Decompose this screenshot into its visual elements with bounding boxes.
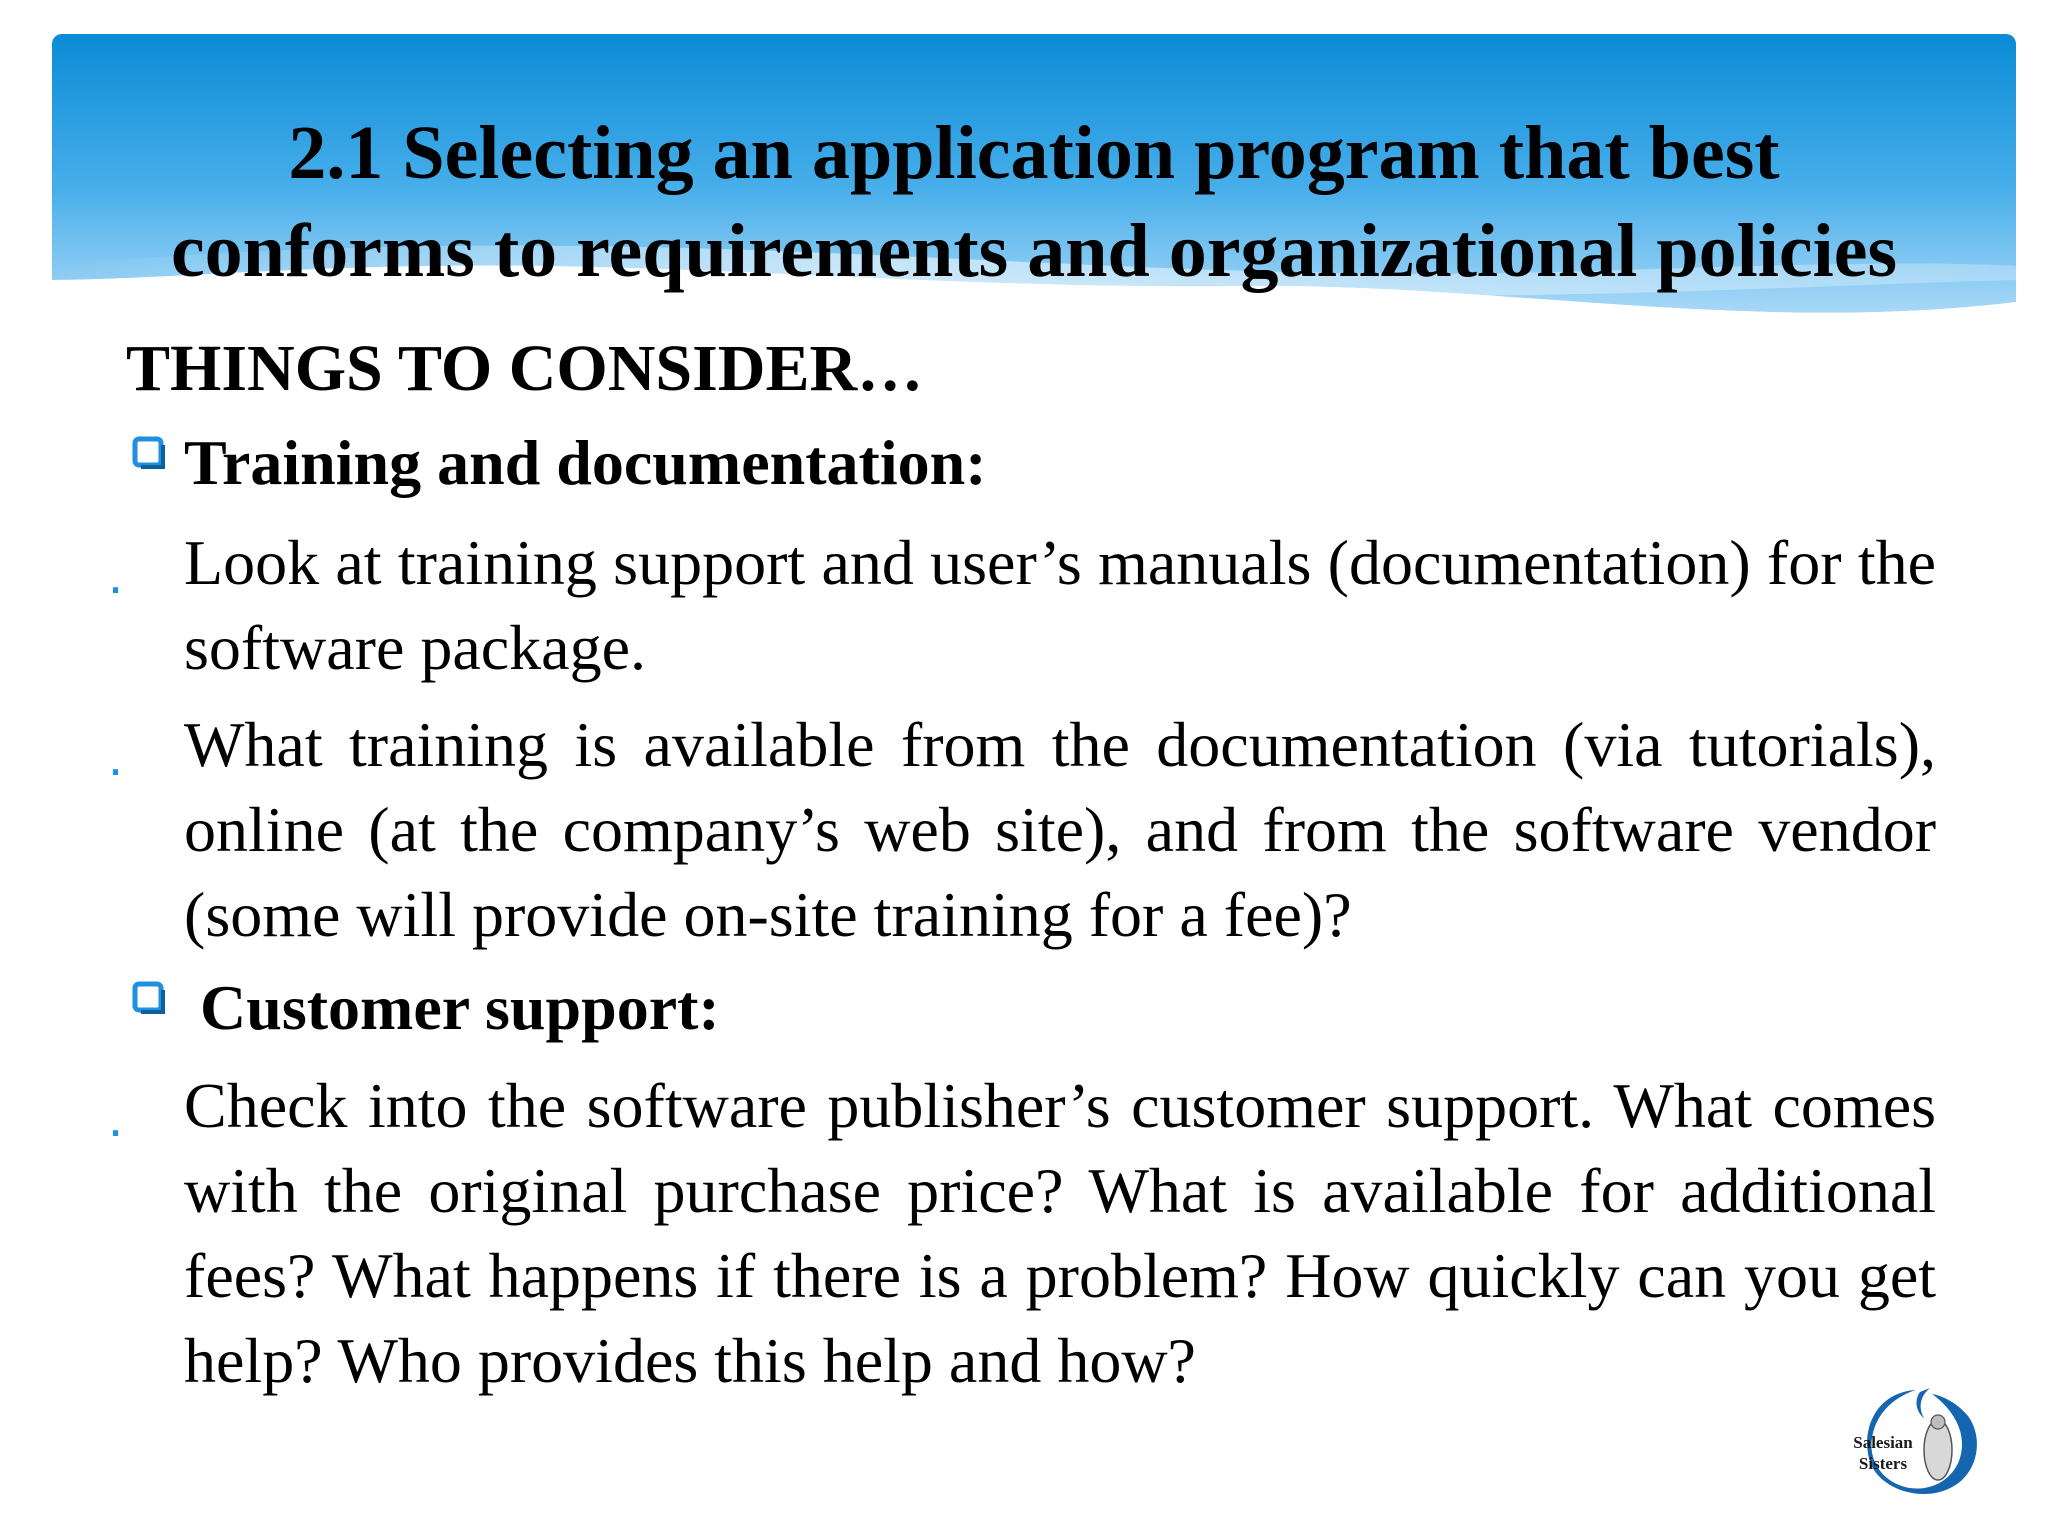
dot-bullet-icon: . xyxy=(108,545,124,605)
logo-text-line-2: Sisters xyxy=(1858,1454,1908,1473)
dot-bullet-icon: . xyxy=(108,727,124,787)
section-training-documentation xyxy=(126,420,987,506)
logo-text-line-1: Salesian xyxy=(1853,1433,1913,1452)
slide-title xyxy=(52,104,2016,300)
square-outline-icon xyxy=(132,981,166,1015)
square-outline-icon xyxy=(132,436,166,470)
paragraph-training-availability: What training is available from the documentation (via tutorials), online (at the company’s web site), and from the software vendor (some will provide on-site training for a fee)? xyxy=(184,709,1936,950)
section-label: Training and documentation: xyxy=(184,427,987,498)
paragraph-customer-support: Check into the software publisher’s customer support. What comes with the original purchase price? What is available for additional fees? What happens if there is a problem? How quickly can you get help? Who provides this help and how? xyxy=(184,1070,1936,1396)
things-to-consider-heading: THINGS TO CONSIDER… xyxy=(126,332,924,405)
logo-text xyxy=(1848,1432,1918,1474)
paragraph-training-support: Look at training support and user’s manuals (documentation) for the software package. xyxy=(184,527,1936,683)
slide-title-line-1: 2.1 Selecting an application program that best xyxy=(288,111,1780,195)
slide-title-line-2: conforms to requirements and organizational policies xyxy=(170,209,1898,293)
section-label: Customer support: xyxy=(200,972,720,1043)
dot-bullet-icon: . xyxy=(108,1088,124,1148)
section-customer-support xyxy=(126,965,720,1051)
